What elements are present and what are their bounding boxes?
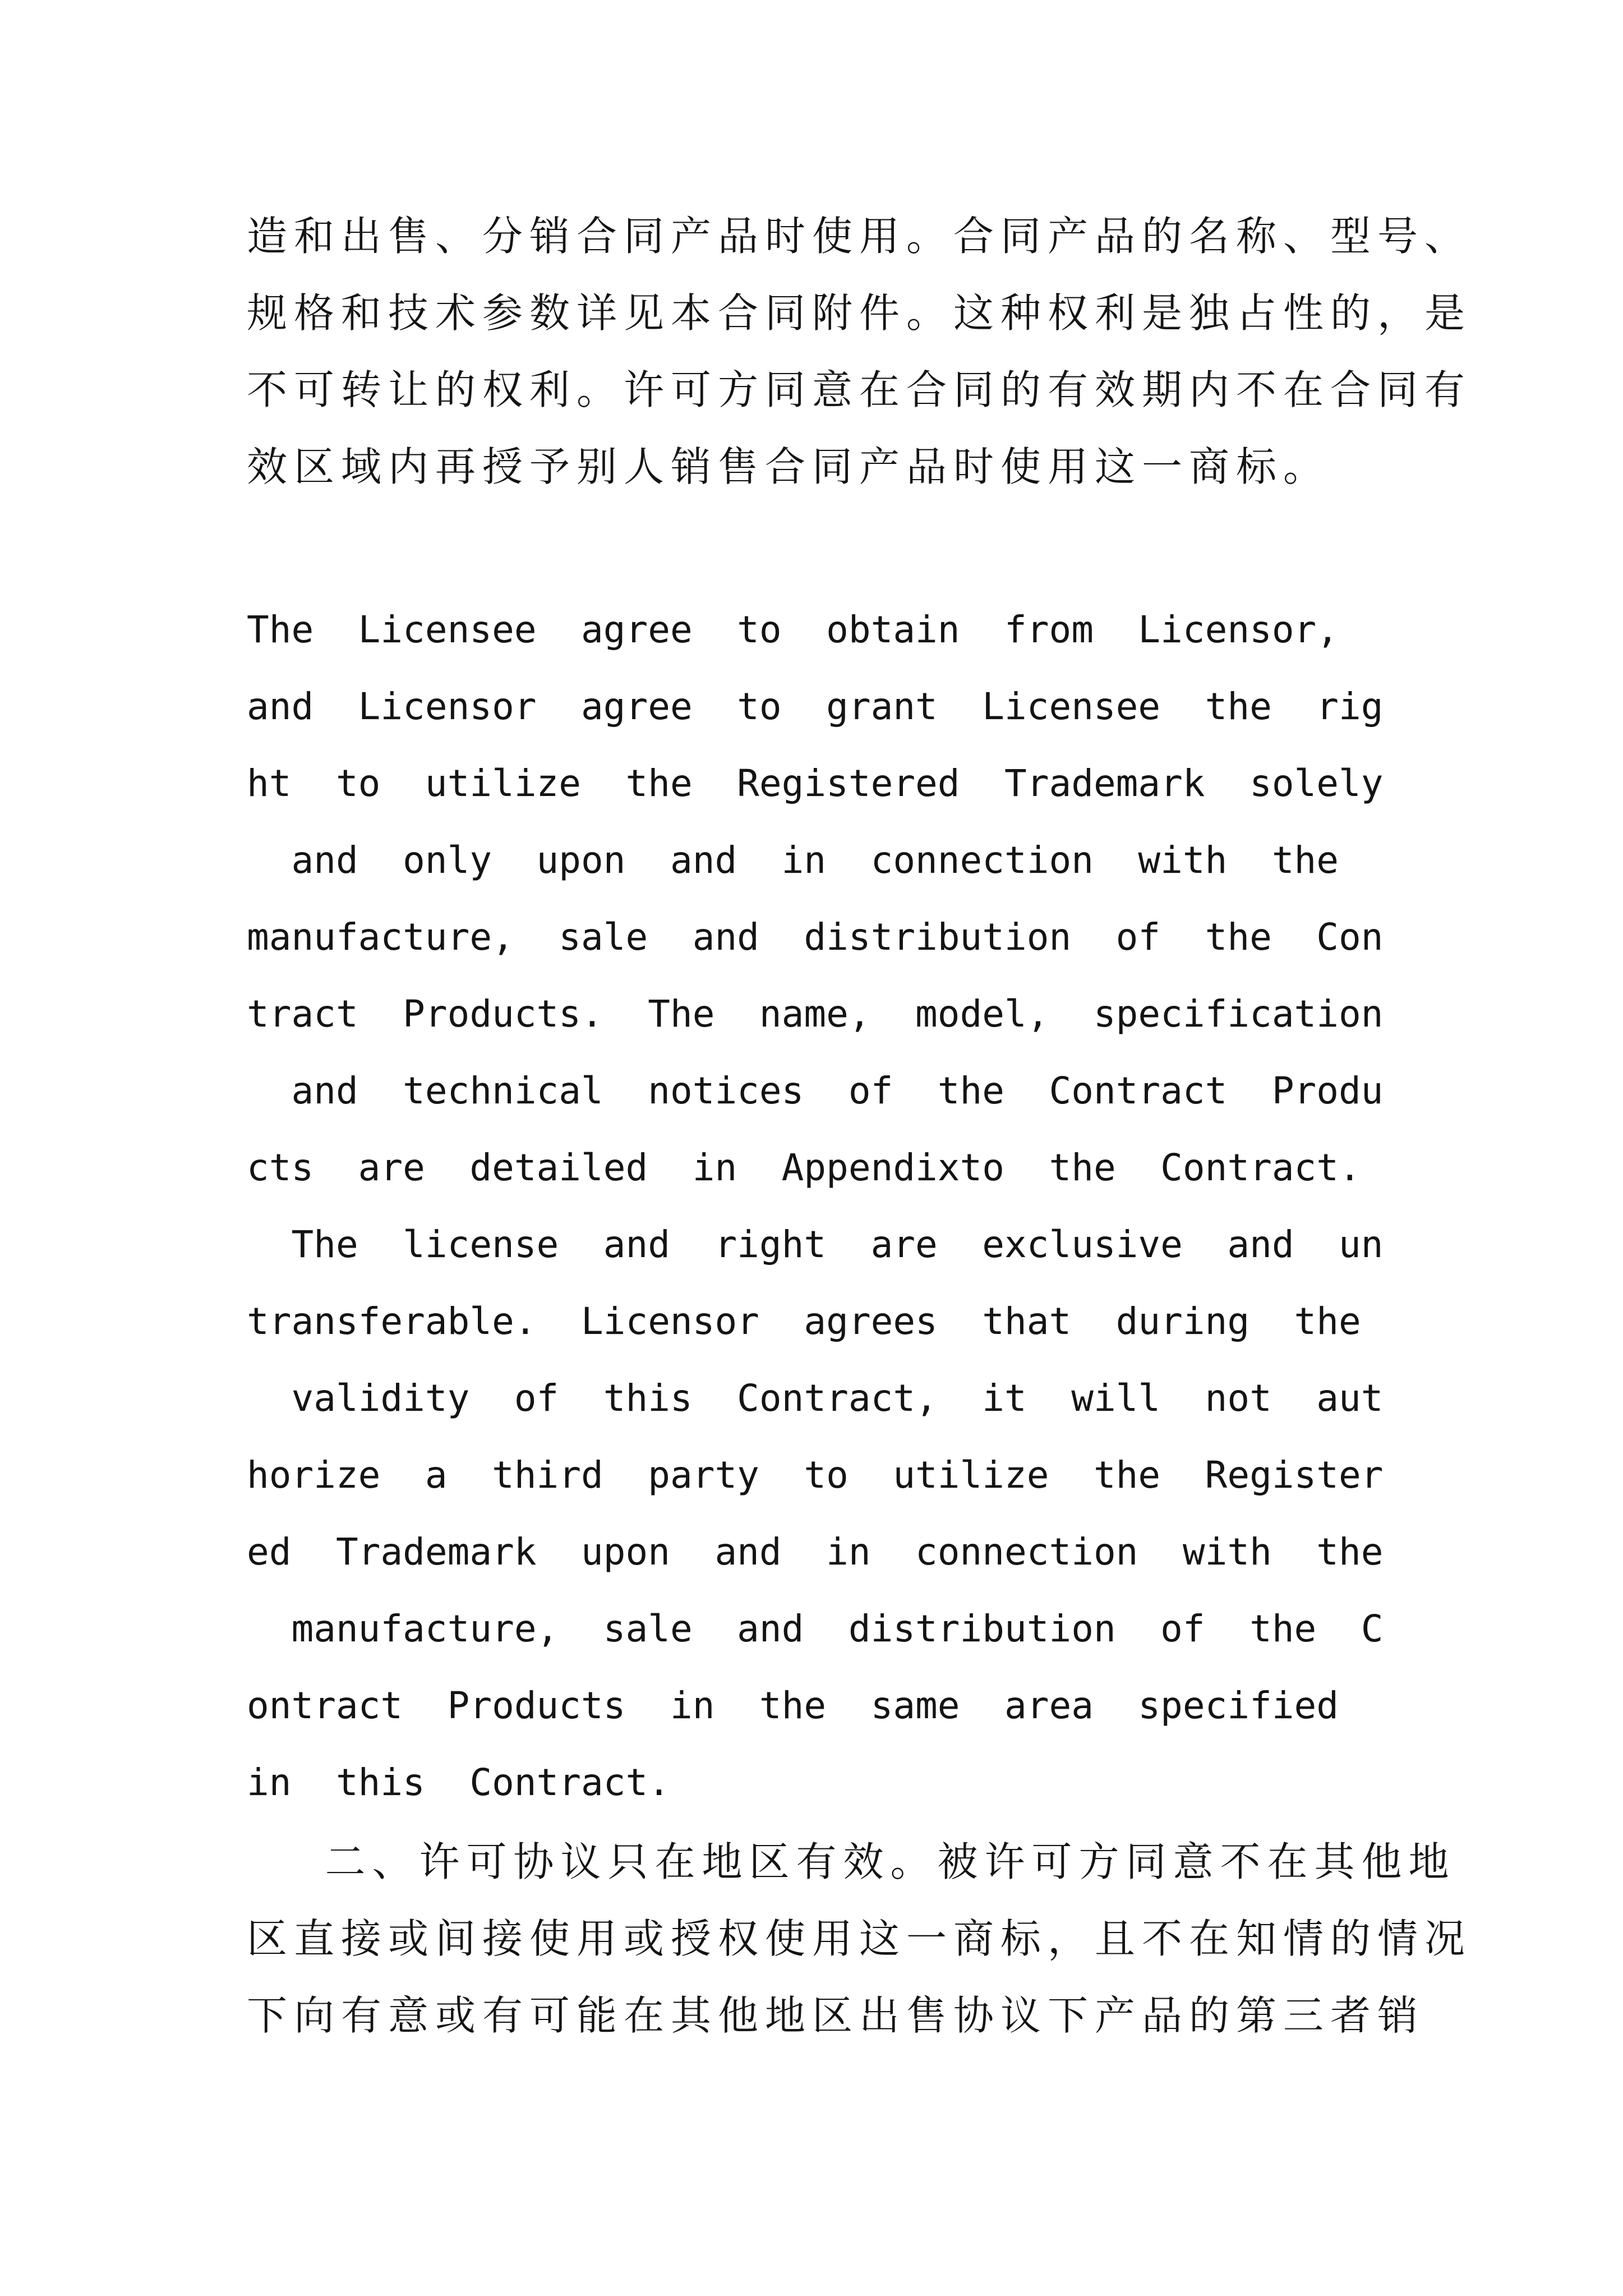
text-line: and only upon and in connection with the xyxy=(247,839,1339,882)
text-line: 不可转让的权利。许可方同意在合同的有效期内不在合同有 xyxy=(247,366,1472,413)
text-line: manufacture, sale and distribution of the C xyxy=(247,1607,1384,1650)
text-line: and technical notices of the Contract Produ xyxy=(247,1069,1384,1112)
text-line: 下向有意或有可能在其他地区出售协议下产品的第三者销 xyxy=(247,1992,1425,2039)
text-line: in this Contract. xyxy=(247,1761,670,1804)
text-line: tract Products. The name, model, specification xyxy=(247,992,1384,1036)
text-line: The license and right are exclusive and un xyxy=(247,1223,1384,1266)
text-line: 区直接或间接使用或授权使用这一商标，且不在知情的情况 xyxy=(247,1915,1472,1962)
text-line: ht to utilize the Registered Trademark solely xyxy=(247,762,1384,805)
text-line: The Licensee agree to obtain from Licensor, xyxy=(247,608,1339,651)
text-line: manufacture, sale and distribution of the Con xyxy=(247,915,1384,959)
text-line: cts are detailed in Appendixto the Contract. xyxy=(247,1146,1361,1189)
text-line: ed Trademark upon and in connection with the xyxy=(247,1530,1384,1573)
text-line: 效区域内再授予别人销售合同产品时使用这一商标。 xyxy=(247,443,1331,490)
text-line: horize a third party to utilize the Register xyxy=(247,1453,1384,1497)
text-line: validity of this Contract, it will not aut xyxy=(247,1377,1384,1420)
text-line: 造和出售、分销合同产品时使用。合同产品的名称、型号、 xyxy=(247,213,1472,260)
text-line: 二、许可协议只在地区有效。被许可方同意不在其他地 xyxy=(247,1838,1456,1885)
text-line: transferable. Licensor agrees that during the xyxy=(247,1300,1361,1343)
text-line: and Licensor agree to grant Licensee the rig xyxy=(247,685,1384,728)
text-line: 规格和技术参数详见本合同附件。这种权利是独占性的，是 xyxy=(247,289,1472,337)
text-line: ontract Products in the same area specified xyxy=(247,1684,1339,1727)
